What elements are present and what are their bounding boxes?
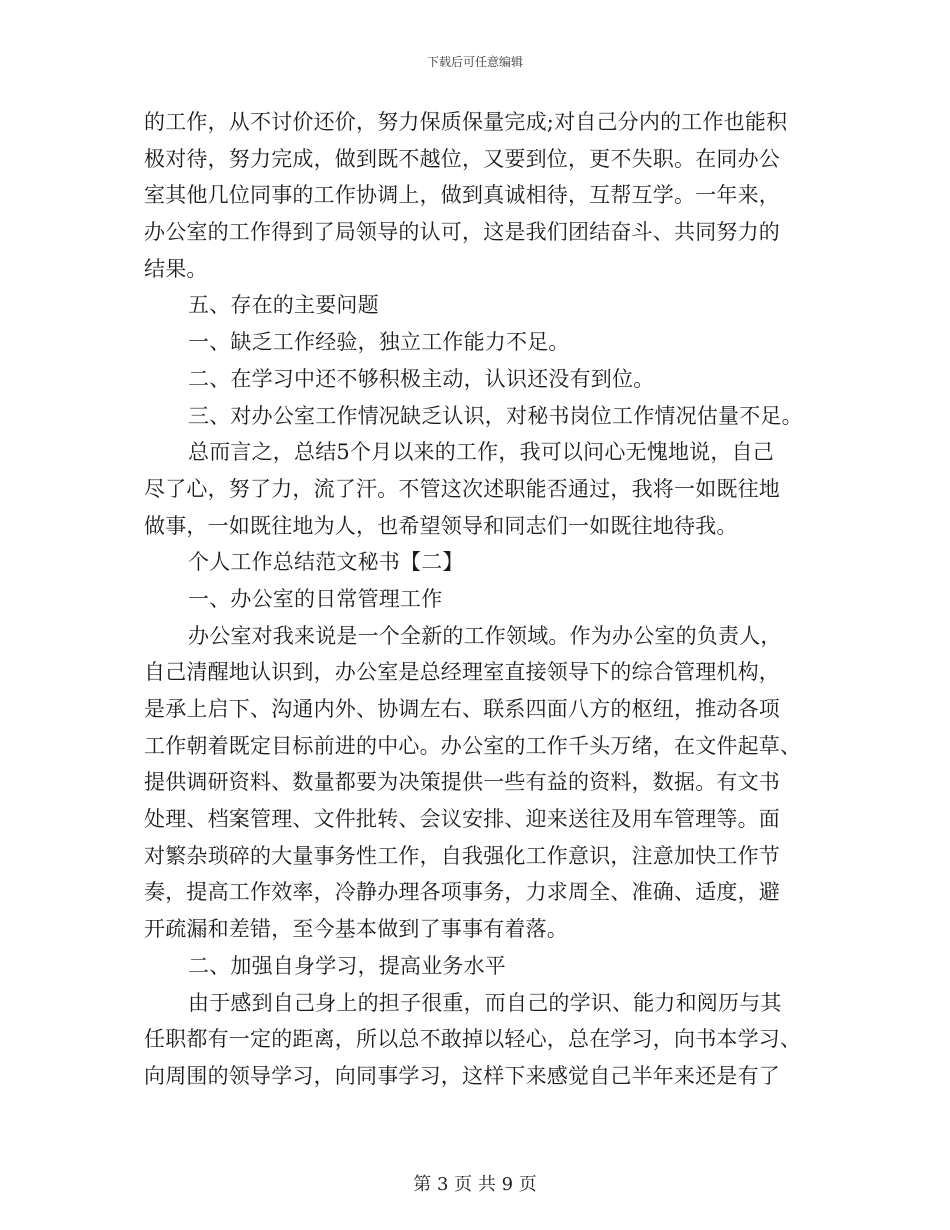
document-body	[144, 104, 808, 1095]
text-line: 极对待，努力完成，做到既不越位，又要到位，更不失职。在同办公	[144, 146, 780, 171]
text-line: 总而言之，总结5个月以来的工作，我可以问心无愧地说，自己	[188, 440, 774, 465]
list-item: 一、缺乏工作经验，独立工作能力不足。	[188, 330, 570, 355]
section-heading: 五、存在的主要问题	[188, 293, 379, 318]
section-heading: 二、加强自身学习，提高业务水平	[188, 953, 506, 978]
list-item: 三、对办公室工作情况缺乏认识，对秘书岗位工作情况估量不足。	[188, 403, 803, 428]
text-line: 室其他几位同事的工作协调上，做到真诚相待，互帮互学。一年来，	[144, 183, 780, 208]
text-line: 做事，一如既往地为人，也希望领导和同志们一如既往地待我。	[144, 513, 738, 538]
text-line: 办公室对我来说是一个全新的工作领域。作为办公室的负责人，	[188, 623, 782, 648]
text-line: 由于感到自己身上的担子很重，而自己的学识、能力和阅历与其	[188, 990, 782, 1015]
text-line: 尽了心，努了力，流了汗。不管这次述职能否通过，我将一如既往地	[144, 476, 780, 501]
article-title: 个人工作总结范文秘书【二】	[188, 550, 464, 575]
text-line: 对繁杂琐碎的大量事务性工作，自我强化工作意识，注意加快工作节	[144, 843, 780, 868]
page-footer: 第 3 页 共 9 页	[413, 1174, 537, 1195]
text-line: 任职都有一定的距离，所以总不敢掉以轻心，总在学习，向书本学习、	[144, 1027, 802, 1052]
text-line: 办公室的工作得到了局领导的认可，这是我们团结奋斗、共同努力的	[144, 220, 780, 245]
page-header: 下载后可任意编辑	[426, 55, 523, 69]
text-line: 的工作，从不讨价还价，努力保质保量完成;对自己分内的工作也能积	[144, 110, 788, 134]
list-item: 二、在学习中还不够积极主动，认识还没有到位。	[188, 366, 655, 391]
text-line: 工作朝着既定目标前进的中心。办公室的工作千头万绪，在文件起草、	[144, 733, 802, 758]
text-line: 是承上启下、沟通内外、协调左右、联系四面八方的枢纽，推动各项	[144, 697, 780, 721]
text-line: 自己清醒地认识到，办公室是总经理室直接领导下的综合管理机构，	[144, 660, 780, 685]
text-line: 奏，提高工作效率，冷静办理各项事务，力求周全、准确、适度，避	[144, 880, 780, 905]
section-heading: 一、办公室的日常管理工作	[188, 586, 443, 611]
text-line: 提供调研资料、数量都要为决策提供一些有益的资料，数据。有文书	[144, 770, 780, 795]
text-line: 处理、档案管理、文件批转、会议安排、迎来送往及用车管理等。面	[144, 807, 780, 832]
text-line: 结果。	[144, 256, 208, 281]
text-line: 开疏漏和差错，至今基本做到了事事有着落。	[144, 917, 568, 942]
text-line: 向周围的领导学习，向同事学习，这样下来感觉自己半年来还是有了	[144, 1063, 780, 1088]
